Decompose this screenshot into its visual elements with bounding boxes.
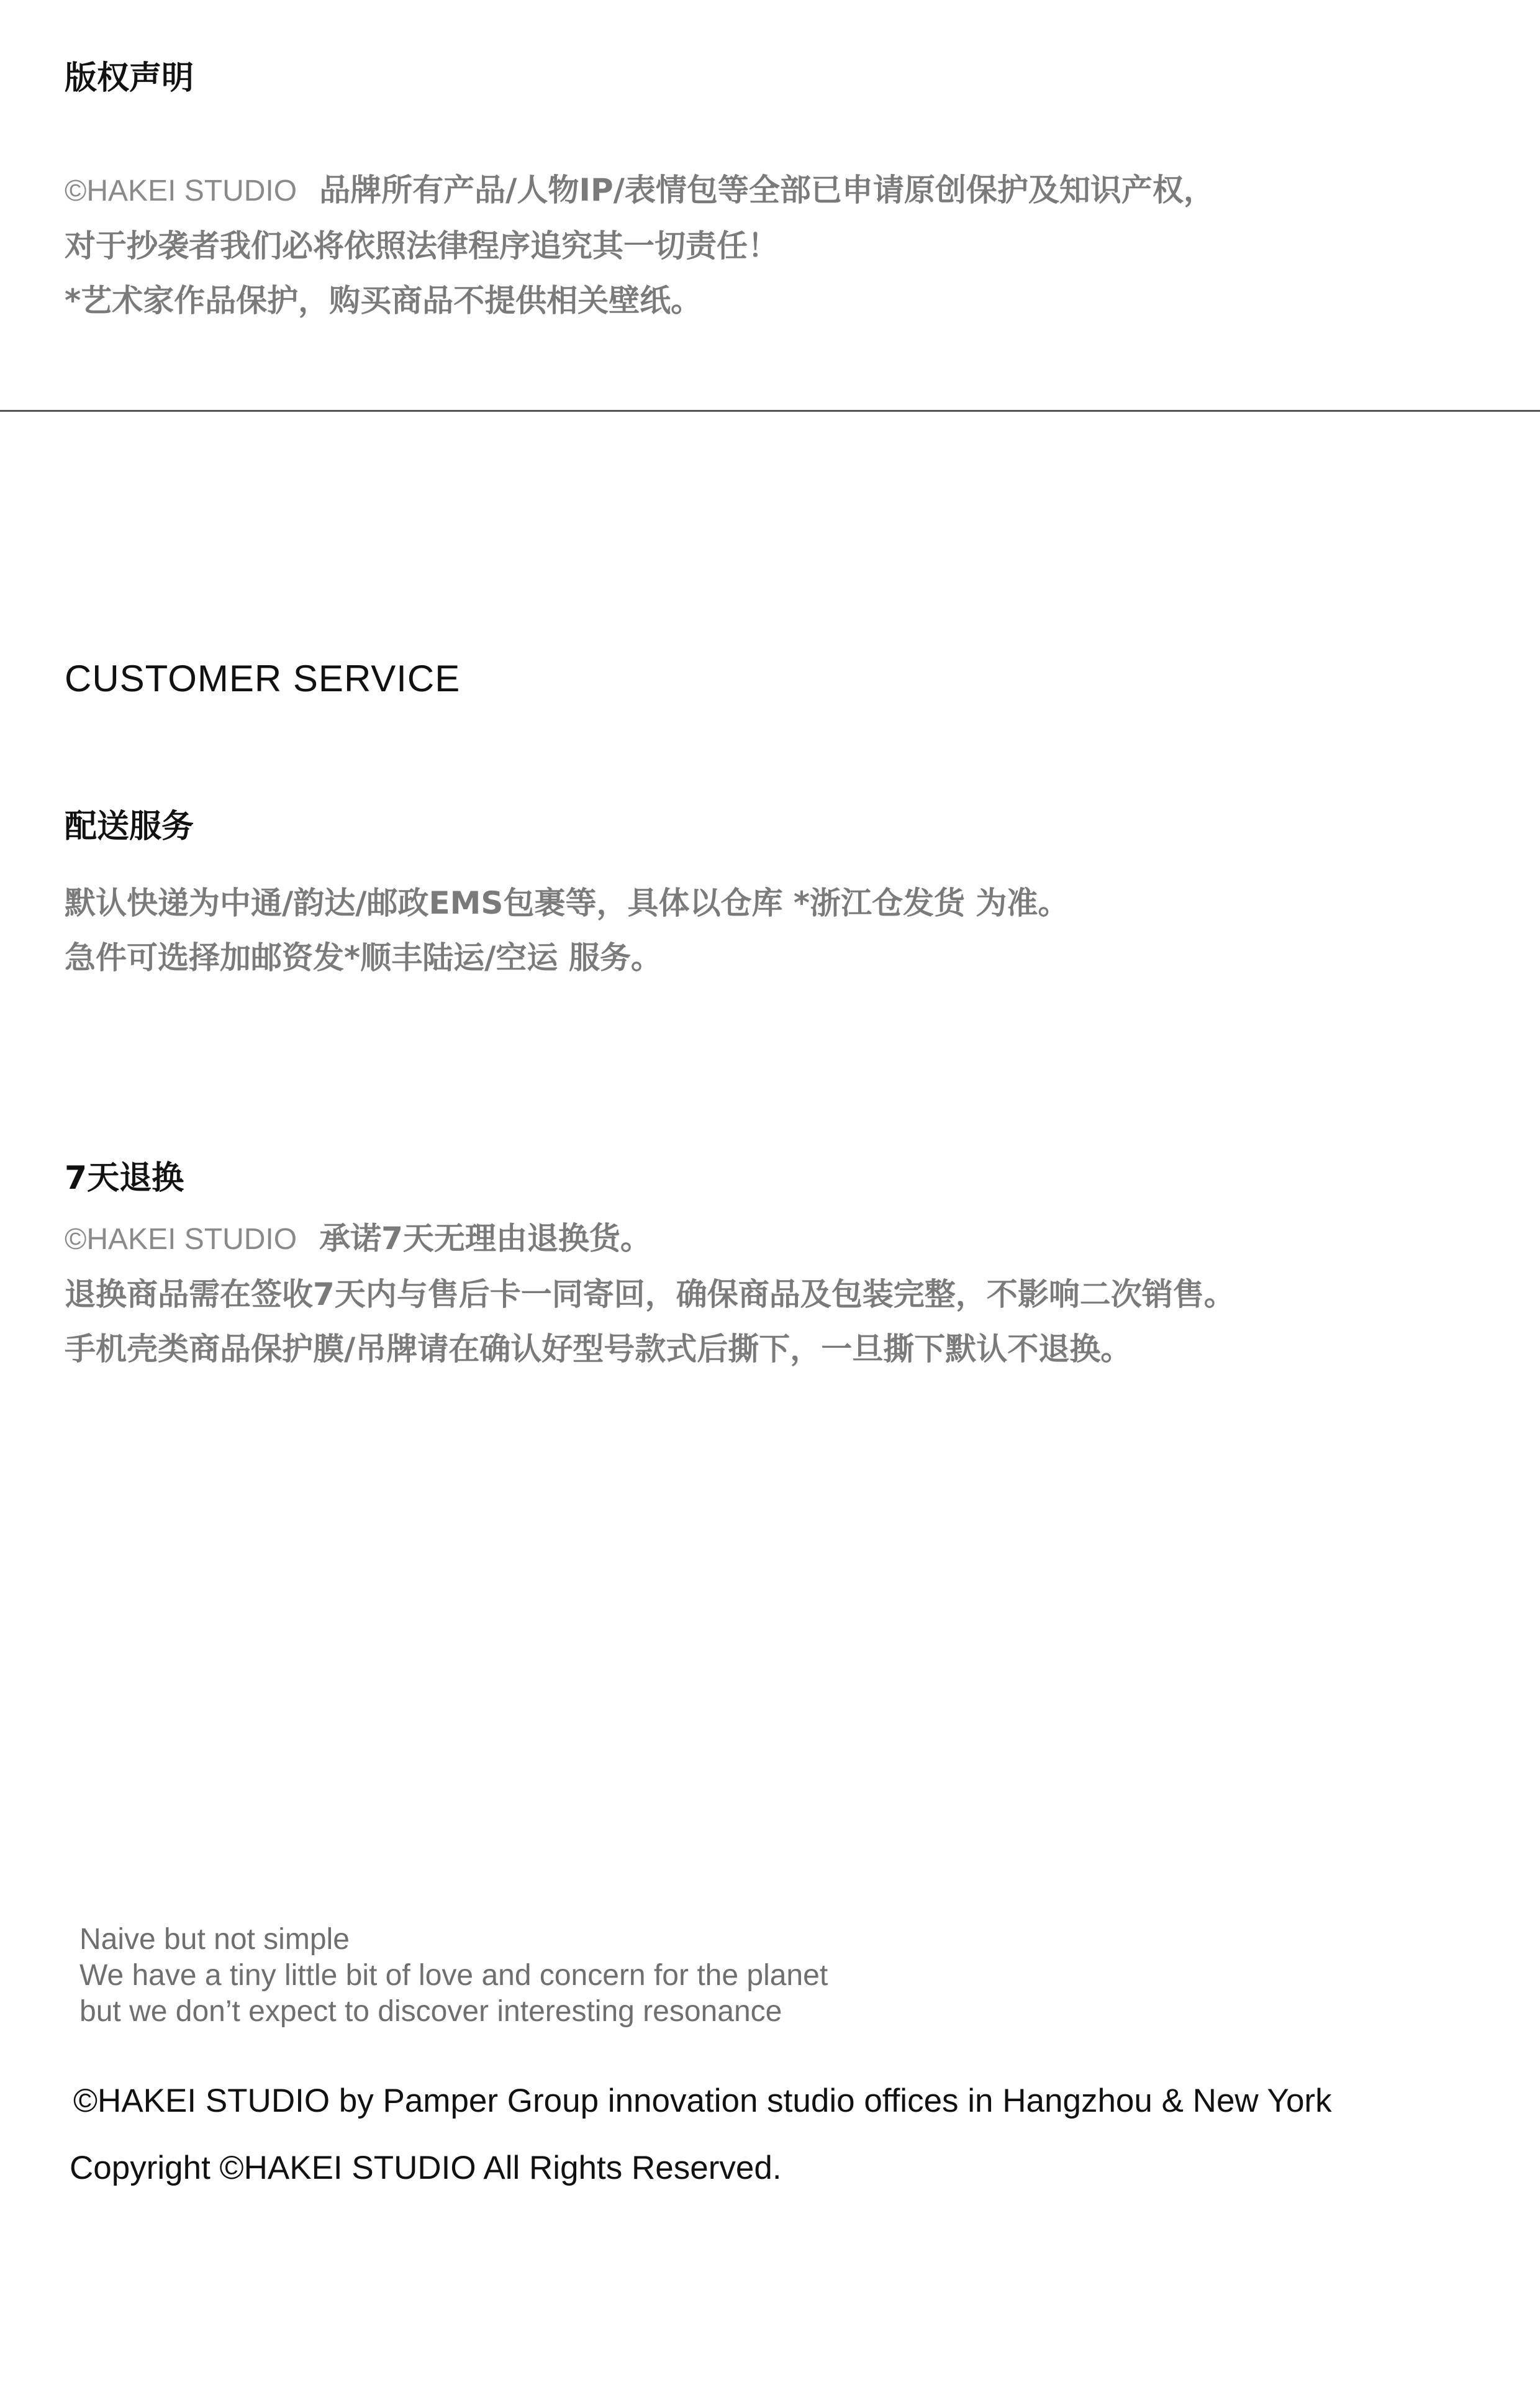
shipping-service-line-1: 默认快递为中通/韵达/邮政EMS包裹等，具体以仓库 *浙江仓发货 为准。 bbox=[65, 885, 1069, 921]
brand-tagline bbox=[79, 1922, 828, 2030]
returns-line-3: 手机壳类商品保护膜/吊牌请在确认好型号款式后撕下，一旦撕下默认不退换。 bbox=[65, 1331, 1132, 1367]
brand-name: ©HAKEI STUDIO bbox=[65, 175, 297, 207]
returns-body bbox=[65, 1211, 1235, 1376]
footer-studio-line: ©HAKEI STUDIO by Pamper Group innovation studio offices in Hangzhou & New York bbox=[73, 2083, 1332, 2119]
shipping-service-title: 配送服务 bbox=[65, 808, 194, 845]
shipping-service-body bbox=[65, 876, 1069, 985]
customer-service-title: CUSTOMER SERVICE bbox=[65, 658, 461, 699]
shipping-service-line-2: 急件可选择加邮资发*顺丰陆运/空运 服务。 bbox=[65, 940, 662, 976]
returns-line-1-text: 承诺7天无理由退换货。 bbox=[319, 1220, 651, 1256]
tagline-line-3: but we don’t expect to discover interesting resonance bbox=[79, 1995, 782, 2028]
returns-line-2: 退换商品需在签收7天内与售后卡一同寄回，确保商品及包装完整，不影响二次销售。 bbox=[65, 1276, 1235, 1312]
copyright-notice-line-2: 对于抄袭者我们必将依照法律程序追究其一切责任！ bbox=[65, 228, 779, 264]
copyright-notice-title: 版权声明 bbox=[65, 60, 194, 97]
copyright-notice-line-3: *艺术家作品保护，购买商品不提供相关壁纸。 bbox=[65, 283, 702, 319]
returns-line-1 bbox=[65, 1211, 1235, 1267]
footer-copyright-line: Copyright ©HAKEI STUDIO All Rights Reserved. bbox=[70, 2150, 782, 2186]
copyright-notice-line-1-text: 品牌所有产品/人物IP/表情包等全部已申请原创保护及知识产权， bbox=[319, 172, 1215, 208]
tagline-line-2: We have a tiny little bit of love and concern for the planet bbox=[79, 1959, 828, 1992]
copyright-notice-body bbox=[65, 163, 1215, 328]
section-divider bbox=[0, 410, 1540, 412]
copyright-notice-line-1 bbox=[65, 163, 1215, 219]
tagline-line-1: Naive but not simple bbox=[79, 1923, 350, 1956]
brand-name: ©HAKEI STUDIO bbox=[65, 1223, 297, 1256]
returns-title: 7天退换 bbox=[65, 1160, 184, 1197]
